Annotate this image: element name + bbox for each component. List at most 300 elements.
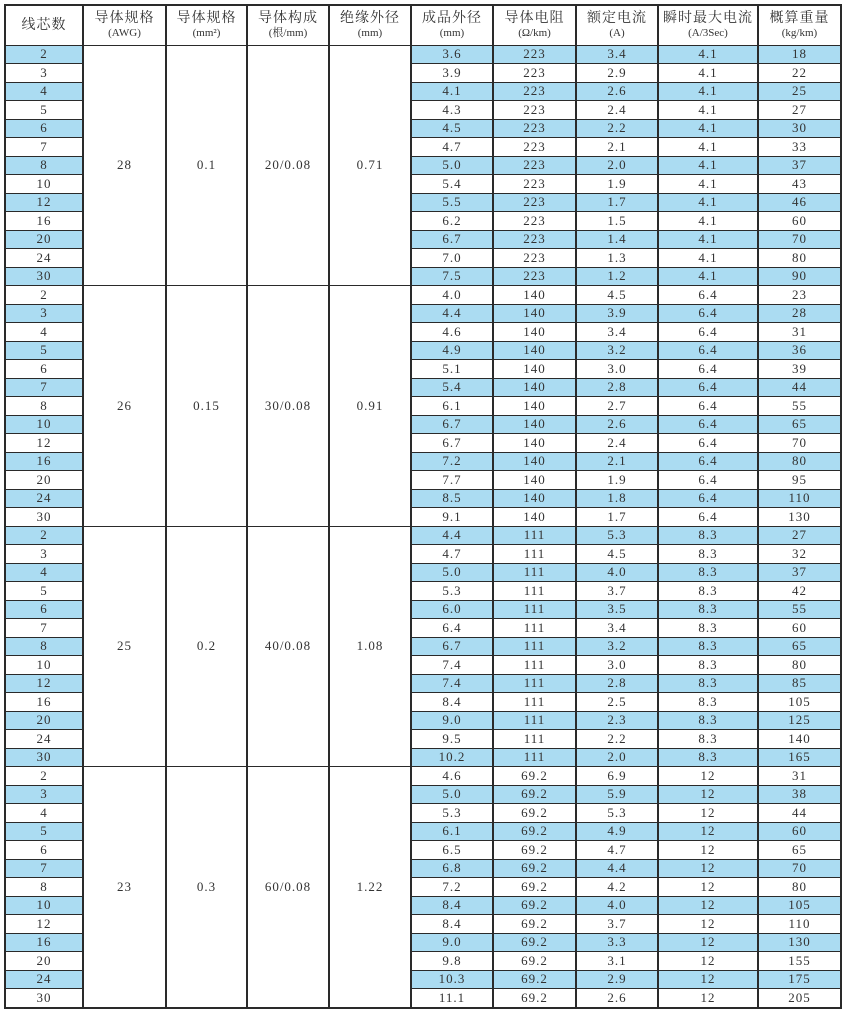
weight-cell: 70: [758, 434, 841, 453]
col-header-insulation-od: [329, 5, 411, 45]
max-current-cell: 6.4: [658, 434, 758, 453]
core-count-cell: 12: [5, 193, 83, 212]
weight-cell: 165: [758, 748, 841, 767]
finished-od-cell: 6.7: [411, 637, 493, 656]
insulation-od-cell: 0.91: [329, 286, 411, 527]
resistance-cell: 111: [493, 674, 576, 693]
finished-od-cell: 11.1: [411, 989, 493, 1009]
finished-od-cell: 4.1: [411, 82, 493, 101]
resistance-cell: 223: [493, 82, 576, 101]
max-current-cell: 12: [658, 915, 758, 934]
weight-cell: 42: [758, 582, 841, 601]
resistance-cell: 111: [493, 637, 576, 656]
core-count-cell: 12: [5, 915, 83, 934]
rated-current-cell: 1.9: [576, 471, 658, 490]
core-count-cell: 16: [5, 933, 83, 952]
rated-current-cell: 1.9: [576, 175, 658, 194]
col-header-title: 额定电流: [587, 11, 647, 27]
max-current-cell: 6.4: [658, 304, 758, 323]
resistance-cell: 223: [493, 138, 576, 157]
resistance-cell: 111: [493, 582, 576, 601]
core-count-cell: 20: [5, 230, 83, 249]
finished-od-cell: 5.5: [411, 193, 493, 212]
weight-cell: 85: [758, 674, 841, 693]
rated-current-cell: 1.7: [576, 193, 658, 212]
col-header-cores: [5, 5, 83, 45]
resistance-cell: 140: [493, 415, 576, 434]
mm2-cell: 0.1: [166, 45, 247, 286]
resistance-cell: 140: [493, 508, 576, 527]
resistance-cell: 69.2: [493, 859, 576, 878]
rated-current-cell: 3.2: [576, 637, 658, 656]
max-current-cell: 12: [658, 767, 758, 786]
rated-current-cell: 1.4: [576, 230, 658, 249]
resistance-cell: 140: [493, 323, 576, 342]
max-current-cell: 12: [658, 878, 758, 897]
resistance-cell: 111: [493, 730, 576, 749]
max-current-cell: 4.1: [658, 212, 758, 231]
table-body: [5, 45, 841, 1008]
finished-od-cell: 5.3: [411, 582, 493, 601]
col-header-title: 导体电阻: [504, 11, 565, 27]
core-count-cell: 4: [5, 82, 83, 101]
resistance-cell: 69.2: [493, 989, 576, 1009]
resistance-cell: 140: [493, 471, 576, 490]
resistance-cell: 223: [493, 267, 576, 286]
weight-cell: 32: [758, 545, 841, 564]
rated-current-cell: 5.3: [576, 804, 658, 823]
core-count-cell: 6: [5, 600, 83, 619]
weight-cell: 27: [758, 101, 841, 120]
rated-current-cell: 2.8: [576, 378, 658, 397]
col-header-unit: (mm²): [192, 27, 221, 40]
weight-cell: 105: [758, 693, 841, 712]
finished-od-cell: 4.4: [411, 526, 493, 545]
finished-od-cell: 6.7: [411, 434, 493, 453]
rated-current-cell: 3.2: [576, 341, 658, 360]
core-count-cell: 8: [5, 878, 83, 897]
col-header-title: 导体规格: [176, 11, 237, 27]
resistance-cell: 140: [493, 286, 576, 305]
resistance-cell: 111: [493, 600, 576, 619]
weight-cell: 30: [758, 119, 841, 138]
weight-cell: 25: [758, 82, 841, 101]
finished-od-cell: 7.4: [411, 674, 493, 693]
core-count-cell: 2: [5, 45, 83, 64]
construction-cell: 20/0.08: [247, 45, 329, 286]
finished-od-cell: 9.0: [411, 933, 493, 952]
finished-od-cell: 9.8: [411, 952, 493, 971]
resistance-cell: 69.2: [493, 767, 576, 786]
col-header-title: 概算重量: [769, 11, 830, 27]
resistance-cell: 69.2: [493, 970, 576, 989]
weight-cell: 110: [758, 915, 841, 934]
col-header-mm2: [166, 5, 247, 45]
weight-cell: 125: [758, 711, 841, 730]
weight-cell: 33: [758, 138, 841, 157]
max-current-cell: 4.1: [658, 101, 758, 120]
max-current-cell: 4.1: [658, 193, 758, 212]
weight-cell: 31: [758, 323, 841, 342]
rated-current-cell: 2.9: [576, 64, 658, 83]
col-header-resistance: [493, 5, 576, 45]
max-current-cell: 12: [658, 804, 758, 823]
rated-current-cell: 3.3: [576, 933, 658, 952]
max-current-cell: 8.3: [658, 526, 758, 545]
weight-cell: 38: [758, 785, 841, 804]
finished-od-cell: 6.7: [411, 415, 493, 434]
weight-cell: 155: [758, 952, 841, 971]
max-current-cell: 8.3: [658, 674, 758, 693]
max-current-cell: 12: [658, 896, 758, 915]
core-count-cell: 7: [5, 138, 83, 157]
finished-od-cell: 7.7: [411, 471, 493, 490]
table-header-row: [5, 5, 841, 45]
resistance-cell: 69.2: [493, 878, 576, 897]
core-count-cell: 5: [5, 582, 83, 601]
max-current-cell: 4.1: [658, 267, 758, 286]
finished-od-cell: 7.4: [411, 656, 493, 675]
wire-spec-table: [4, 4, 842, 1009]
finished-od-cell: 8.4: [411, 915, 493, 934]
finished-od-cell: 9.5: [411, 730, 493, 749]
max-current-cell: 8.3: [658, 693, 758, 712]
core-count-cell: 16: [5, 693, 83, 712]
finished-od-cell: 7.2: [411, 878, 493, 897]
max-current-cell: 8.3: [658, 600, 758, 619]
finished-od-cell: 7.0: [411, 249, 493, 268]
resistance-cell: 223: [493, 45, 576, 64]
rated-current-cell: 2.5: [576, 693, 658, 712]
construction-cell: 30/0.08: [247, 286, 329, 527]
rated-current-cell: 4.0: [576, 896, 658, 915]
insulation-od-cell: 0.71: [329, 45, 411, 286]
finished-od-cell: 8.5: [411, 489, 493, 508]
resistance-cell: 223: [493, 101, 576, 120]
weight-cell: 44: [758, 804, 841, 823]
finished-od-cell: 8.4: [411, 896, 493, 915]
core-count-cell: 8: [5, 397, 83, 416]
col-header-unit: (AWG): [108, 27, 141, 40]
weight-cell: 80: [758, 452, 841, 471]
weight-cell: 60: [758, 212, 841, 231]
rated-current-cell: 5.9: [576, 785, 658, 804]
col-header-title: 线芯数: [21, 17, 67, 33]
finished-od-cell: 4.6: [411, 767, 493, 786]
weight-cell: 28: [758, 304, 841, 323]
core-count-cell: 20: [5, 711, 83, 730]
max-current-cell: 4.1: [658, 119, 758, 138]
core-count-cell: 24: [5, 730, 83, 749]
resistance-cell: 223: [493, 119, 576, 138]
core-count-cell: 6: [5, 841, 83, 860]
core-count-cell: 10: [5, 415, 83, 434]
finished-od-cell: 6.0: [411, 600, 493, 619]
weight-cell: 205: [758, 989, 841, 1009]
table-row: [5, 526, 841, 545]
max-current-cell: 8.3: [658, 582, 758, 601]
core-count-cell: 5: [5, 101, 83, 120]
resistance-cell: 111: [493, 619, 576, 638]
weight-cell: 55: [758, 397, 841, 416]
resistance-cell: 223: [493, 175, 576, 194]
max-current-cell: 4.1: [658, 82, 758, 101]
resistance-cell: 140: [493, 397, 576, 416]
resistance-cell: 69.2: [493, 933, 576, 952]
weight-cell: 27: [758, 526, 841, 545]
core-count-cell: 24: [5, 970, 83, 989]
col-header-unit: (A): [609, 27, 625, 40]
rated-current-cell: 2.1: [576, 452, 658, 471]
max-current-cell: 4.1: [658, 156, 758, 175]
max-current-cell: 12: [658, 841, 758, 860]
mm2-cell: 0.15: [166, 286, 247, 527]
resistance-cell: 111: [493, 711, 576, 730]
table-header: [5, 5, 841, 45]
rated-current-cell: 2.4: [576, 434, 658, 453]
core-count-cell: 3: [5, 785, 83, 804]
weight-cell: 18: [758, 45, 841, 64]
resistance-cell: 111: [493, 545, 576, 564]
weight-cell: 44: [758, 378, 841, 397]
construction-cell: 60/0.08: [247, 767, 329, 1009]
table-row: [5, 45, 841, 64]
finished-od-cell: 8.4: [411, 693, 493, 712]
rated-current-cell: 3.9: [576, 304, 658, 323]
max-current-cell: 12: [658, 785, 758, 804]
rated-current-cell: 3.4: [576, 45, 658, 64]
col-header-title: 绝缘外径: [340, 11, 400, 27]
weight-cell: 43: [758, 175, 841, 194]
rated-current-cell: 4.7: [576, 841, 658, 860]
table-row: [5, 767, 841, 786]
awg-cell: 23: [83, 767, 166, 1009]
finished-od-cell: 5.1: [411, 360, 493, 379]
col-header-title: 瞬时最大电流: [663, 11, 753, 27]
rated-current-cell: 3.1: [576, 952, 658, 971]
core-count-cell: 16: [5, 212, 83, 231]
finished-od-cell: 9.0: [411, 711, 493, 730]
weight-cell: 105: [758, 896, 841, 915]
rated-current-cell: 1.5: [576, 212, 658, 231]
resistance-cell: 223: [493, 212, 576, 231]
resistance-cell: 69.2: [493, 952, 576, 971]
weight-cell: 60: [758, 822, 841, 841]
finished-od-cell: 3.9: [411, 64, 493, 83]
finished-od-cell: 5.4: [411, 378, 493, 397]
rated-current-cell: 2.2: [576, 730, 658, 749]
core-count-cell: 7: [5, 859, 83, 878]
core-count-cell: 2: [5, 767, 83, 786]
core-count-cell: 12: [5, 674, 83, 693]
construction-cell: 40/0.08: [247, 526, 329, 767]
core-count-cell: 12: [5, 434, 83, 453]
core-count-cell: 6: [5, 119, 83, 138]
rated-current-cell: 3.7: [576, 582, 658, 601]
core-count-cell: 10: [5, 896, 83, 915]
rated-current-cell: 3.4: [576, 323, 658, 342]
finished-od-cell: 10.2: [411, 748, 493, 767]
finished-od-cell: 4.7: [411, 138, 493, 157]
finished-od-cell: 6.4: [411, 619, 493, 638]
finished-od-cell: 4.3: [411, 101, 493, 120]
col-header-title: 导体规格: [94, 11, 155, 27]
finished-od-cell: 5.4: [411, 175, 493, 194]
rated-current-cell: 3.0: [576, 360, 658, 379]
finished-od-cell: 4.7: [411, 545, 493, 564]
weight-cell: 65: [758, 415, 841, 434]
rated-current-cell: 2.0: [576, 748, 658, 767]
resistance-cell: 223: [493, 230, 576, 249]
col-header-unit: (mm): [439, 27, 465, 40]
weight-cell: 90: [758, 267, 841, 286]
rated-current-cell: 2.9: [576, 970, 658, 989]
finished-od-cell: 4.6: [411, 323, 493, 342]
col-header-title: 成品外径: [422, 11, 482, 27]
resistance-cell: 69.2: [493, 804, 576, 823]
rated-current-cell: 2.0: [576, 156, 658, 175]
core-count-cell: 6: [5, 360, 83, 379]
rated-current-cell: 2.7: [576, 397, 658, 416]
weight-cell: 36: [758, 341, 841, 360]
resistance-cell: 69.2: [493, 896, 576, 915]
awg-cell: 28: [83, 45, 166, 286]
max-current-cell: 4.1: [658, 249, 758, 268]
max-current-cell: 12: [658, 859, 758, 878]
max-current-cell: 12: [658, 970, 758, 989]
rated-current-cell: 6.9: [576, 767, 658, 786]
finished-od-cell: 6.8: [411, 859, 493, 878]
insulation-od-cell: 1.08: [329, 526, 411, 767]
core-count-cell: 16: [5, 452, 83, 471]
rated-current-cell: 2.8: [576, 674, 658, 693]
resistance-cell: 223: [493, 249, 576, 268]
resistance-cell: 140: [493, 489, 576, 508]
core-count-cell: 7: [5, 619, 83, 638]
resistance-cell: 111: [493, 563, 576, 582]
rated-current-cell: 3.4: [576, 619, 658, 638]
max-current-cell: 6.4: [658, 323, 758, 342]
max-current-cell: 6.4: [658, 471, 758, 490]
core-count-cell: 10: [5, 175, 83, 194]
core-count-cell: 2: [5, 526, 83, 545]
max-current-cell: 8.3: [658, 637, 758, 656]
resistance-cell: 140: [493, 452, 576, 471]
max-current-cell: 6.4: [658, 341, 758, 360]
finished-od-cell: 4.4: [411, 304, 493, 323]
weight-cell: 37: [758, 563, 841, 582]
weight-cell: 46: [758, 193, 841, 212]
weight-cell: 31: [758, 767, 841, 786]
max-current-cell: 12: [658, 952, 758, 971]
resistance-cell: 140: [493, 434, 576, 453]
max-current-cell: 4.1: [658, 230, 758, 249]
weight-cell: 80: [758, 878, 841, 897]
core-count-cell: 3: [5, 64, 83, 83]
max-current-cell: 4.1: [658, 138, 758, 157]
max-current-cell: 6.4: [658, 415, 758, 434]
core-count-cell: 24: [5, 249, 83, 268]
weight-cell: 130: [758, 933, 841, 952]
core-count-cell: 30: [5, 989, 83, 1009]
max-current-cell: 6.4: [658, 508, 758, 527]
max-current-cell: 6.4: [658, 360, 758, 379]
weight-cell: 80: [758, 249, 841, 268]
col-header-max-current: [658, 5, 758, 45]
rated-current-cell: 3.5: [576, 600, 658, 619]
rated-current-cell: 1.7: [576, 508, 658, 527]
resistance-cell: 111: [493, 693, 576, 712]
col-header-unit: (A/3Sec): [688, 27, 728, 40]
max-current-cell: 4.1: [658, 64, 758, 83]
weight-cell: 55: [758, 600, 841, 619]
resistance-cell: 140: [493, 304, 576, 323]
col-header-rated-current: [576, 5, 658, 45]
mm2-cell: 0.3: [166, 767, 247, 1009]
max-current-cell: 8.3: [658, 730, 758, 749]
finished-od-cell: 5.3: [411, 804, 493, 823]
core-count-cell: 10: [5, 656, 83, 675]
finished-od-cell: 4.9: [411, 341, 493, 360]
weight-cell: 39: [758, 360, 841, 379]
finished-od-cell: 6.2: [411, 212, 493, 231]
finished-od-cell: 9.1: [411, 508, 493, 527]
awg-cell: 25: [83, 526, 166, 767]
resistance-cell: 223: [493, 156, 576, 175]
rated-current-cell: 2.6: [576, 415, 658, 434]
col-header-unit: (mm): [357, 27, 383, 40]
finished-od-cell: 10.3: [411, 970, 493, 989]
rated-current-cell: 4.9: [576, 822, 658, 841]
weight-cell: 110: [758, 489, 841, 508]
finished-od-cell: 7.5: [411, 267, 493, 286]
insulation-od-cell: 1.22: [329, 767, 411, 1009]
max-current-cell: 4.1: [658, 175, 758, 194]
col-header-unit: (根/mm): [268, 27, 308, 40]
resistance-cell: 140: [493, 360, 576, 379]
resistance-cell: 111: [493, 748, 576, 767]
max-current-cell: 12: [658, 933, 758, 952]
rated-current-cell: 4.5: [576, 545, 658, 564]
rated-current-cell: 2.4: [576, 101, 658, 120]
max-current-cell: 6.4: [658, 378, 758, 397]
col-header-unit: (Ω/km): [518, 27, 551, 40]
resistance-cell: 140: [493, 378, 576, 397]
core-count-cell: 4: [5, 563, 83, 582]
rated-current-cell: 1.2: [576, 267, 658, 286]
finished-od-cell: 5.0: [411, 785, 493, 804]
max-current-cell: 6.4: [658, 397, 758, 416]
rated-current-cell: 2.6: [576, 82, 658, 101]
resistance-cell: 111: [493, 526, 576, 545]
weight-cell: 80: [758, 656, 841, 675]
core-count-cell: 7: [5, 378, 83, 397]
resistance-cell: 69.2: [493, 915, 576, 934]
core-count-cell: 2: [5, 286, 83, 305]
core-count-cell: 30: [5, 508, 83, 527]
rated-current-cell: 2.1: [576, 138, 658, 157]
core-count-cell: 20: [5, 471, 83, 490]
weight-cell: 175: [758, 970, 841, 989]
core-count-cell: 20: [5, 952, 83, 971]
max-current-cell: 4.1: [658, 45, 758, 64]
max-current-cell: 8.3: [658, 656, 758, 675]
rated-current-cell: 2.6: [576, 989, 658, 1009]
max-current-cell: 8.3: [658, 563, 758, 582]
rated-current-cell: 4.4: [576, 859, 658, 878]
finished-od-cell: 6.1: [411, 397, 493, 416]
max-current-cell: 12: [658, 822, 758, 841]
